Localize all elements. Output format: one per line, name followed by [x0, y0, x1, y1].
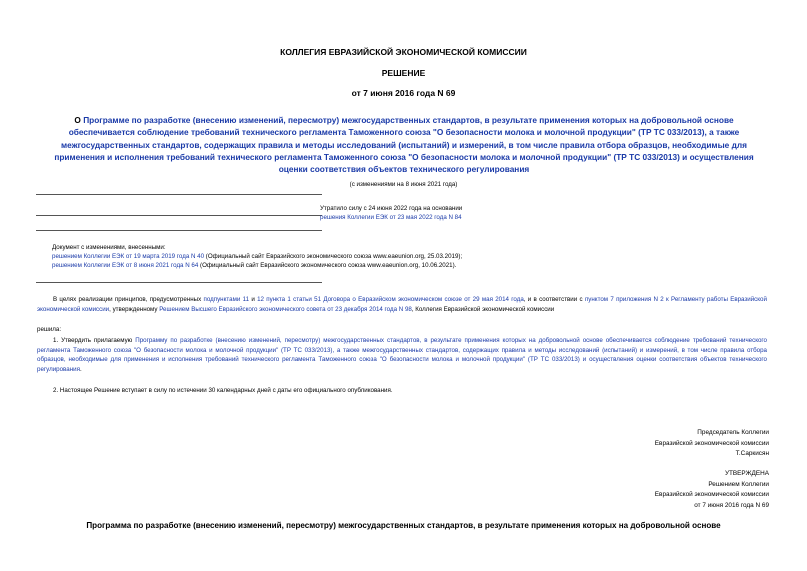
program-title: Программа по разработке (внесению изменений, пересмотру) межгосударственных стандартов, в результате применения которых на добровольной основе	[86, 521, 721, 530]
resolved-label: решила:	[37, 326, 62, 333]
signature-org: Евразийской экономической комиссии	[654, 439, 769, 447]
title-prefix: О	[74, 115, 84, 125]
item-1-paragraph	[37, 336, 767, 374]
amendments-heading: Документ с изменениями, внесенными:	[52, 244, 166, 251]
approval-line: Решением Коллегии	[708, 480, 769, 488]
approval-line: Евразийской экономической комиссии	[654, 491, 769, 499]
preamble-text: , и в соответствии с	[523, 296, 585, 303]
expired-line: Утратило силу с 24 июня 2022 года на основании	[320, 205, 463, 212]
amendment-item	[52, 252, 462, 261]
approval-heading: УТВЕРЖДЕНА	[724, 470, 769, 477]
divider	[36, 215, 322, 216]
expired-link[interactable]: решения Коллегии ЕЭК от 23 мая 2022 года N 84	[320, 214, 462, 222]
amendment-link[interactable]: решением Коллегии ЕЭК от 19 марта 2019 года N 40	[52, 253, 205, 261]
approval-block	[655, 469, 769, 511]
preamble-link[interactable]: подпунктами 11	[203, 296, 250, 303]
preamble-paragraph	[37, 295, 767, 314]
item-2-paragraph: 2. Настоящее Решение вступает в силу по истечении 30 календарных дней с даты его официального опубликования.	[53, 387, 393, 394]
changes-note: (с изменениями на 8 июня 2021 года)	[349, 181, 458, 188]
doc-type-heading: РЕШЕНИЕ	[381, 68, 426, 78]
approval-date: от 7 июня 2016 года N 69	[694, 501, 769, 509]
divider	[36, 282, 322, 283]
amendment-link[interactable]: решением Коллегии ЕЭК от 8 июня 2021 года N 64	[52, 262, 199, 270]
preamble-text: , утвержденному	[109, 305, 160, 313]
doc-date-heading: от 7 июня 2016 года N 69	[351, 88, 456, 98]
document-title	[48, 114, 760, 175]
preamble-link[interactable]: Решением Высшего Евразийского экономического совета от 23 декабря 2014 года N 98	[159, 305, 412, 313]
preamble-link[interactable]: 12 пункта 1 статьи 51 Договора о Евразийском экономическом союзе от 29 мая 2014 года	[257, 296, 524, 303]
divider	[36, 230, 322, 231]
item-1-text: 1. Утвердить прилагаемую	[53, 337, 136, 344]
signature-title: Председатель Коллегии	[697, 429, 769, 436]
title-program-link[interactable]: Программе по разработке (внесению изменений, пересмотру) межгосударственных стандартов, в результате применения которых на добровольной основе обеспечивается соблюдение требований технического регламента Таможенного союза "О безопасности молока и молочной продукции" (ТР ТС 033/2013), а также межгосударственных стандартов, содержащих правила и методы исследований (испытаний) и измерений, в том числе правила отбора образцов, необходимые для применения и исполнения требований технического регламента Таможенного союза "О безопасности молока и молочной продукции" (ТР ТС 033/2013) и осуществления оценки соответствия объектов технического регулирования	[54, 115, 754, 175]
item-1-text: .	[79, 365, 82, 373]
divider	[36, 194, 322, 195]
expired-note	[320, 204, 462, 222]
signature-block	[655, 428, 769, 460]
amendments-block	[52, 243, 462, 271]
preamble-text: , Коллегия Евразийской экономической комиссии	[411, 305, 555, 313]
amendment-source: (Официальный сайт Евразийского экономического союза www.eaeunion.org, 10.06.2021).	[198, 262, 457, 270]
amendment-item	[52, 261, 462, 270]
signature-name: Т.Саркисян	[735, 450, 769, 458]
item-1-program-link[interactable]: Программу по разработке (внесению изменений, пересмотру) межгосударственных стандартов, в результате применения которых на добровольной основе обеспечивается соблюдение требований технического регламента Таможенного союза "О безопасности молока и молочной продукции" (ТР ТС 033/2013), а также межгосударственных стандартов, содержащих правила и методы исследований (испытаний) и измерений, в том числе правила отбора образцов, необходимые для применения и исполнения требований технического регламента Таможенного союза "О безопасности молока и молочной продукции" (ТР ТС 033/2013) и осуществления оценки соответствия объектов технического регулирования	[37, 337, 767, 373]
org-heading: КОЛЛЕГИЯ ЕВРАЗИЙСКОЙ ЭКОНОМИЧЕСКОЙ КОМИССИИ	[280, 47, 527, 57]
preamble-text: и	[249, 296, 258, 303]
amendment-source: (Официальный сайт Евразийского экономического союза www.eaeunion.org, 25.03.2019);	[204, 253, 463, 261]
preamble-link[interactable]: пунктом 7 приложения N 2 к Регламенту работы Евразийской экономической комиссии	[37, 296, 767, 313]
preamble-text: В целях реализации принципов, предусмотренных	[53, 296, 204, 303]
